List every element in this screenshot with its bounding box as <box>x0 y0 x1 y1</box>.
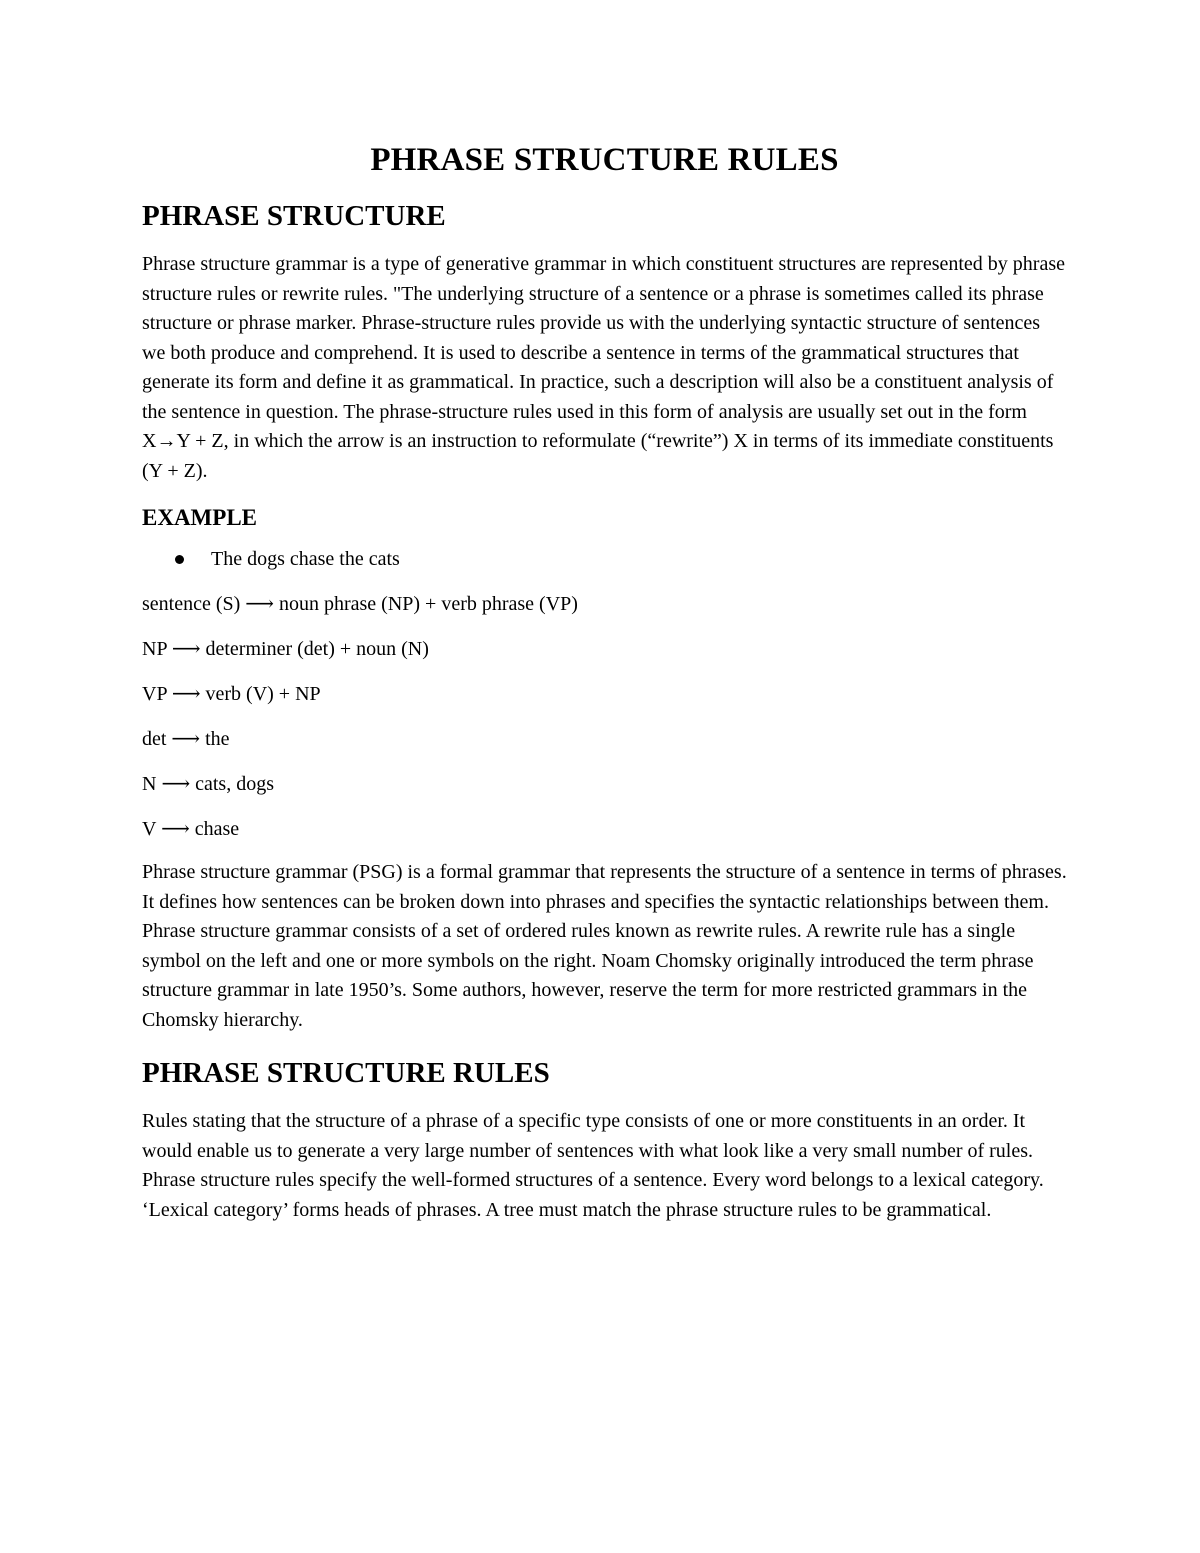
psg-paragraph: Phrase structure grammar (PSG) is a formal grammar that represents the structure of a sentence in terms of phrases. It defines how sentences can be broken down into phrases and specifies the syntactic relationships between them. Phrase structure grammar consists of a set of ordered rules known as rewrite rules. A rewrite rule has a single symbol on the left and one or more symbols on the right. Noam Chomsky originally introduced the term phrase structure grammar in late 1950’s. Some authors, however, reserve the term for more restricted grammars in the Chomsky hierarchy. <box>142 861 1067 1031</box>
rewrite-rule: det ⟶ the <box>142 728 230 750</box>
example-bullet-list <box>142 544 1067 574</box>
rewrite-rule: N ⟶ cats, dogs <box>142 773 274 795</box>
section-heading-phrase-structure-rules: PHRASE STRUCTURE RULES <box>142 1057 550 1089</box>
page-title: PHRASE STRUCTURE RULES <box>370 142 839 178</box>
document-body <box>142 138 1067 1225</box>
rewrite-rule: VP ⟶ verb (V) + NP <box>142 683 321 705</box>
phrase-structure-paragraph: Phrase structure grammar is a type of generative grammar in which constituent structures are represented by phrase structure rules or rewrite rules. "The underlying structure of a sentence or a phrase is sometimes called its phrase structure or phrase marker. Phrase-structure rules provide us with the underlying syntactic structure of sentences we both produce and comprehend. It is used to describe a sentence in terms of the grammatical structures that generate its form and define it as grammatical. In practice, such a description will also be a constituent analysis of the sentence in question. The phrase-structure rules used in this form of analysis are usually set out in the form X→Y + Z, in which the arrow is an instruction to reformulate (“rewrite”) X in terms of its immediate constituents (Y + Z). <box>142 253 1065 482</box>
section-heading-example: EXAMPLE <box>142 505 257 530</box>
bullet-icon <box>175 555 184 564</box>
phrase-structure-rules-paragraph: Rules stating that the structure of a phrase of a specific type consists of one or more constituents in an order. It would enable us to generate a very large number of sentences with what look like a very small number of rules. Phrase structure rules specify the well-formed structures of a sentence. Every word belongs to a lexical category. ‘Lexical category’ forms heads of phrases. A tree must match the phrase structure rules to be grammatical. <box>142 1110 1044 1221</box>
example-sentence: The dogs chase the cats <box>211 548 400 570</box>
rewrite-rule: sentence (S) ⟶ noun phrase (NP) + verb phrase (VP) <box>142 593 578 615</box>
rewrite-rule-list <box>142 589 1067 844</box>
list-item <box>142 544 1067 574</box>
section-heading-phrase-structure: PHRASE STRUCTURE <box>142 200 446 232</box>
rewrite-rule: NP ⟶ determiner (det) + noun (N) <box>142 638 429 660</box>
rewrite-rule: V ⟶ chase <box>142 818 240 840</box>
